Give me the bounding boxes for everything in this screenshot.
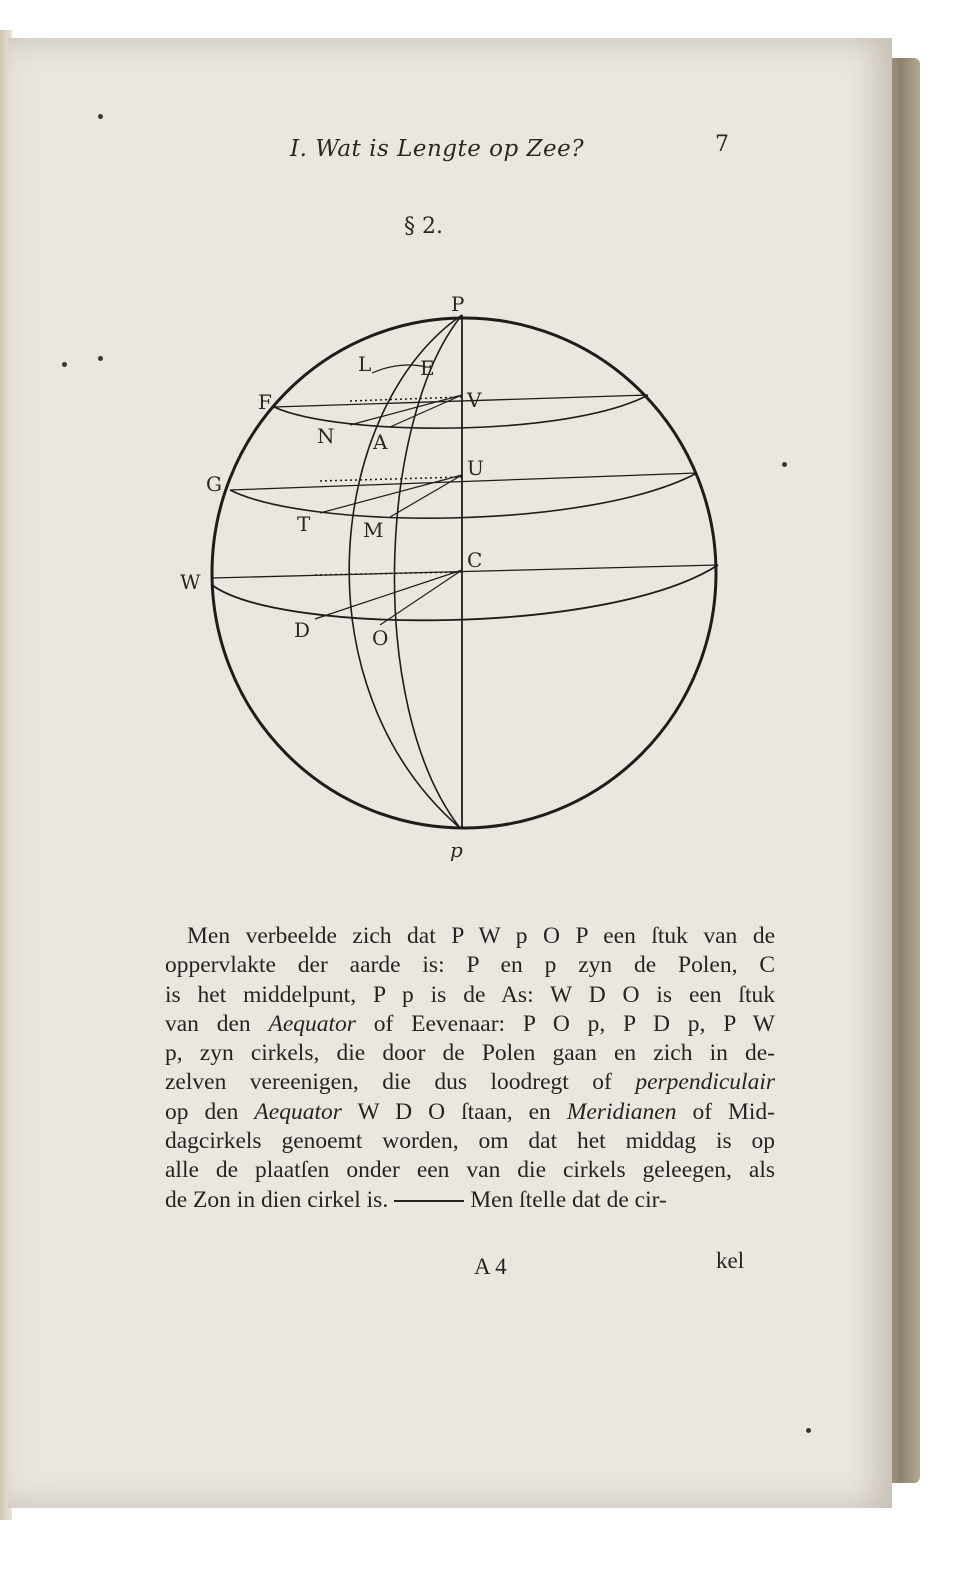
text-line: is het middelpunt, P p is de As: W D O is een ſtuk — [165, 981, 775, 1008]
text-line — [165, 1098, 775, 1127]
italic-term: Aequator — [254, 1098, 342, 1125]
text-segment: van den — [165, 1010, 269, 1037]
label-e: E — [420, 356, 435, 380]
text-segment: op den — [165, 1098, 255, 1125]
text-line: p, zyn cirkels, die door de Polen gaan en zich in de- — [165, 1040, 775, 1067]
em-rule — [394, 1200, 464, 1202]
label-l: L — [358, 352, 372, 376]
chord-gu — [230, 473, 697, 490]
italic-term: Meridianen — [566, 1098, 677, 1125]
label-p-south: p — [450, 838, 463, 862]
label-t: T — [297, 512, 311, 536]
text-segment: of Eevenaar: P O p, P D p, P W — [355, 1010, 775, 1037]
catchword: kel — [716, 1248, 745, 1273]
ink-speck — [806, 1428, 811, 1433]
chord-wc — [212, 565, 718, 578]
text-line — [165, 1068, 775, 1097]
running-head — [290, 132, 730, 180]
text-segment: of Mid- — [676, 1098, 776, 1125]
body-paragraph — [165, 922, 775, 1215]
label-g: G — [206, 472, 222, 496]
label-a: A — [373, 430, 388, 454]
ink-speck — [782, 462, 787, 467]
running-title: I. Wat is Lengte op Zee? — [290, 136, 585, 162]
arc-le — [372, 365, 426, 373]
text-line — [165, 1010, 775, 1039]
label-v: V — [467, 388, 482, 412]
radius-cd — [315, 570, 462, 619]
section-heading: § 2. — [404, 214, 443, 239]
text-segment: W D O ſtaan, en — [341, 1098, 567, 1125]
label-c: C — [467, 548, 483, 572]
equator-wdo — [212, 565, 718, 620]
ink-speck — [62, 362, 67, 367]
globe-svg — [180, 285, 750, 875]
signature-mark: A 4 — [474, 1254, 507, 1279]
text-line: dagcirkels genoemt worden, om dat het middag is op — [165, 1128, 775, 1155]
label-f: F — [258, 390, 272, 414]
text-segment: de Zon in dien cirkel is. — [165, 1186, 389, 1213]
label-m: M — [363, 518, 384, 542]
label-u: U — [467, 456, 484, 480]
label-d: D — [294, 618, 311, 642]
radius-co — [380, 570, 462, 625]
text-line: Men verbeelde zich dat P W p O P een ſtuk van de — [187, 923, 775, 949]
text-segment: Men ſtelle dat de cir- — [470, 1186, 667, 1213]
italic-term: perpendiculair — [635, 1069, 775, 1096]
text-line: oppervlakte der aarde is: P en p zyn de Polen, C — [165, 952, 775, 979]
ink-speck — [98, 114, 103, 119]
page-number: 7 — [715, 132, 730, 157]
italic-term: Aequator — [268, 1010, 356, 1037]
globe-outline — [212, 318, 716, 828]
globe-diagram — [180, 285, 750, 875]
ink-speck — [98, 356, 103, 361]
label-w: W — [180, 570, 201, 594]
text-line — [165, 1186, 775, 1215]
label-p-north: P — [451, 292, 465, 316]
label-o: O — [372, 626, 389, 650]
label-n: N — [317, 424, 335, 448]
text-segment: zelven vereenigen, die dus loodregt of — [165, 1069, 636, 1096]
text-line: alle de plaatſen onder een van die cirkels geleegen, als — [165, 1157, 775, 1184]
